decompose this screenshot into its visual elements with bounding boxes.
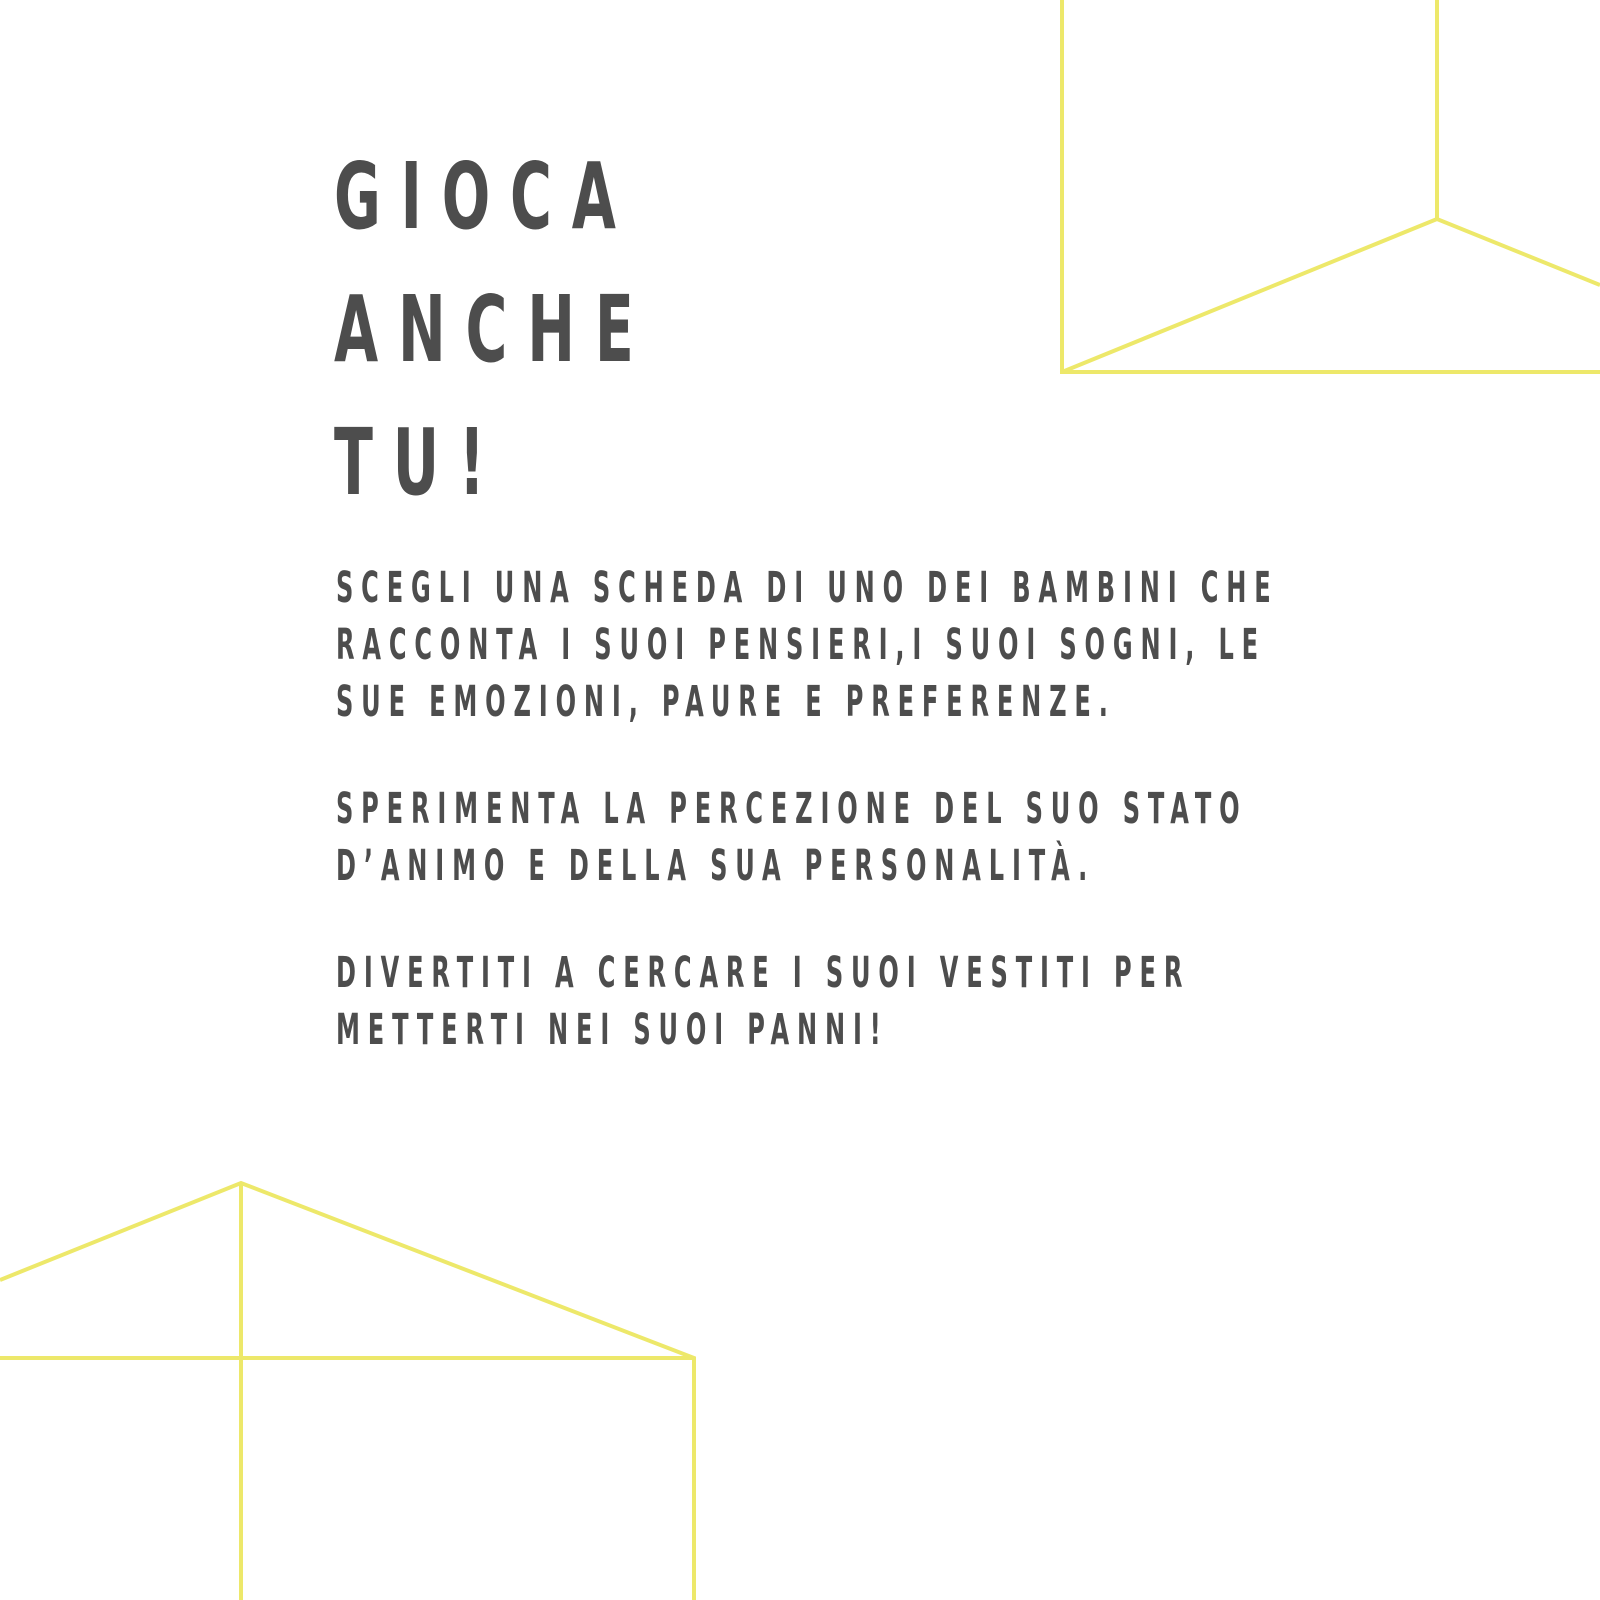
text-line: D’ANIMO E DELLA SUA PERSONALITÀ. bbox=[336, 841, 1096, 891]
text-line: SPERIMENTA LA PERCEZIONE DEL SUO STATO bbox=[336, 784, 1248, 834]
text-line: RACCONTA I SUOI PENSIERI,I SUOI SOGNI, LE bbox=[336, 620, 1266, 670]
top-right-house-outline bbox=[1062, 0, 1600, 372]
text-line: SCEGLI UNA SCHEDA DI UNO DEI BAMBINI CHE bbox=[336, 563, 1279, 613]
instructions-text bbox=[336, 560, 1279, 1109]
paragraph-find-clothes bbox=[336, 945, 1279, 1059]
paragraph-experience bbox=[336, 781, 1279, 895]
page-title bbox=[334, 130, 654, 529]
text-line: SUE EMOZIONI, PAURE E PREFERENZE. bbox=[336, 677, 1116, 727]
title-line-2: ANCHE bbox=[334, 276, 654, 383]
title-line-1: GIOCA bbox=[334, 143, 636, 250]
paragraph-choose-card bbox=[336, 560, 1279, 731]
title-line-3: TU! bbox=[334, 409, 505, 516]
text-line: METTERTI NEI SUOI PANNI! bbox=[336, 1005, 889, 1055]
bottom-left-house-outline bbox=[0, 1183, 694, 1600]
text-line: DIVERTITI A CERCARE I SUOI VESTITI PER bbox=[336, 948, 1191, 998]
